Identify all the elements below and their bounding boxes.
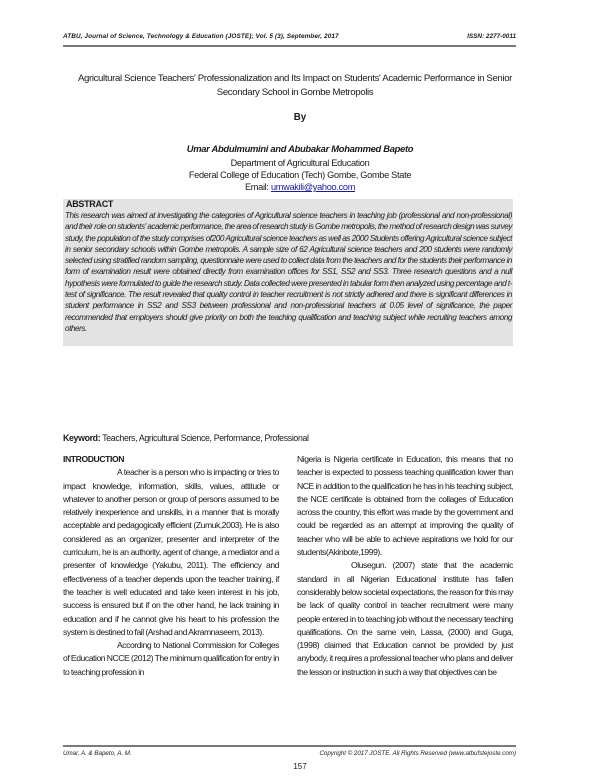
right-column [297,453,513,679]
abstract-text: This research was aimed at investigating the categories of Agricultural science teachers in teaching job (professional and non-professional) and their role on students' academic performance, the area of research study is Gombe metropolis, the method of research design was survey study, the population of the study comprises of200 Agricultural science teachers as well as 2000 Students offering Agricultural science subject in senior secondary schools within Gombe metropolis. A sample size of 62 Agricultural science teachers and 200 students were randomly selected using stratified random sampling, questionnaire were used to collect data from the teachers and for the students their performance in form of examination result were obtained directly from examination offices for SS1, SS2 and SS3. Three research questions and a null hypothesis were formulated to guide the research study. Data collected were presented in tabular form then analyzed using percentage and t-test of significance. The result revealed that quality control in teacher recruitment is not strictly adhered and there is significant differences in student performance in SS2 and SS3 between professional and non-professional teachers at 0.05 level of significance, the paper recommended that employers should give priority on both the teaching qualification and teaching subject while recruiting teachers among others. [65,211,512,333]
paragraph: Olusegun. (2007) state that the academic standard in all Nigerian Educational institute has fallen considerably below societal expectations, the reason for this may be lack of quality control in teacher recruitment were many people entered in to teaching job without the necessary teaching qualifications. On the same vein, Lassa, (2000) and Guga, (1998) claimed that Education cannot be provided by just anybody, it requires a professional teacher who plans and deliver the lesson or instruction in such a way that objectives can be [297,560,513,677]
authors: Umar Abdulmumini and Abubakar Mohammed Bapeto [186,143,414,154]
keywords [63,433,309,443]
paragraph: Nigeria is Nigeria certificate in Education, this means that no teacher is expected to possess teaching qualification lower than NCE in addition to the qualification he has in his teaching subject, the NCE certificate is obtained from the collages of Education across the country, this effort was made by the government and could be regarded as an attempt at improving the quality of teacher who will be able to achieve aspirations we hold for our students(Akinbote,1999). [297,454,513,558]
keywords-label: Keyword: [63,433,101,443]
header-divider [63,45,516,47]
issn: ISSN: 2277-0011 [467,33,516,40]
department: Department of Agricultural Education [230,158,370,168]
paper-title: Agricultural Science Teachers' Professionalization and Its Impact on Students' Academic Performance in Senior Secondary School in Gombe Metropolis [77,73,513,98]
email-line [0,181,600,193]
keywords-text: Teachers, Agricultural Science, Performance, Professional [100,433,309,443]
abstract-heading: ABSTRACT [66,199,114,209]
college: Federal College of Education (Tech) Gombe, Gombe State [188,170,412,180]
footer-authors: Umar, A. & Bapeto, A. M. [63,750,132,757]
page-number: 157 [293,762,307,771]
email-label: Email: [244,182,269,192]
section-heading: INTRODUCTION [63,454,125,464]
affiliation [0,157,600,193]
email-link[interactable]: umwakili@yahoo.com [270,182,356,192]
paragraph: According to National Commission for Colleges of Education NCCE (2012) The minimum qualification for entry in to teaching profession in [63,640,279,677]
left-column [63,453,279,679]
journal-header: ATBU, Journal of Science, Technology & Education (JOSTE); Vol. 5 (3), September, 2017 [63,33,339,40]
by-label: By [293,112,307,123]
footer-copyright: Copyright © 2017 JOSTE. All Rights Reserved (www.atbufstejoste.com) [319,750,516,757]
footer-divider [63,745,516,747]
paragraph: A teacher is a person who is impacting or tries to impact knowledge, information, skills, values, attitude or whatever to another person or group of persons assumed to be relatively inexperience and unskills, in a manner that is morally acceptable and pedagogically efficient (Zumuk,2003). He is also considered as an organizer, presenter and interpreter of the curriculum, he is an authority, agent of change, a mediator and a presenter of knowledge (Yakubu, 2011). The efficiency and effectiveness of a teacher depends upon the teacher training, if the teacher is well educated and take keen interest in his job, success is ensured but if on the other hand, he lack training in education and if he cannot give his heart to his profession the system is destined to fail (Arshad and Akramnaseem, 2013). [63,467,279,637]
